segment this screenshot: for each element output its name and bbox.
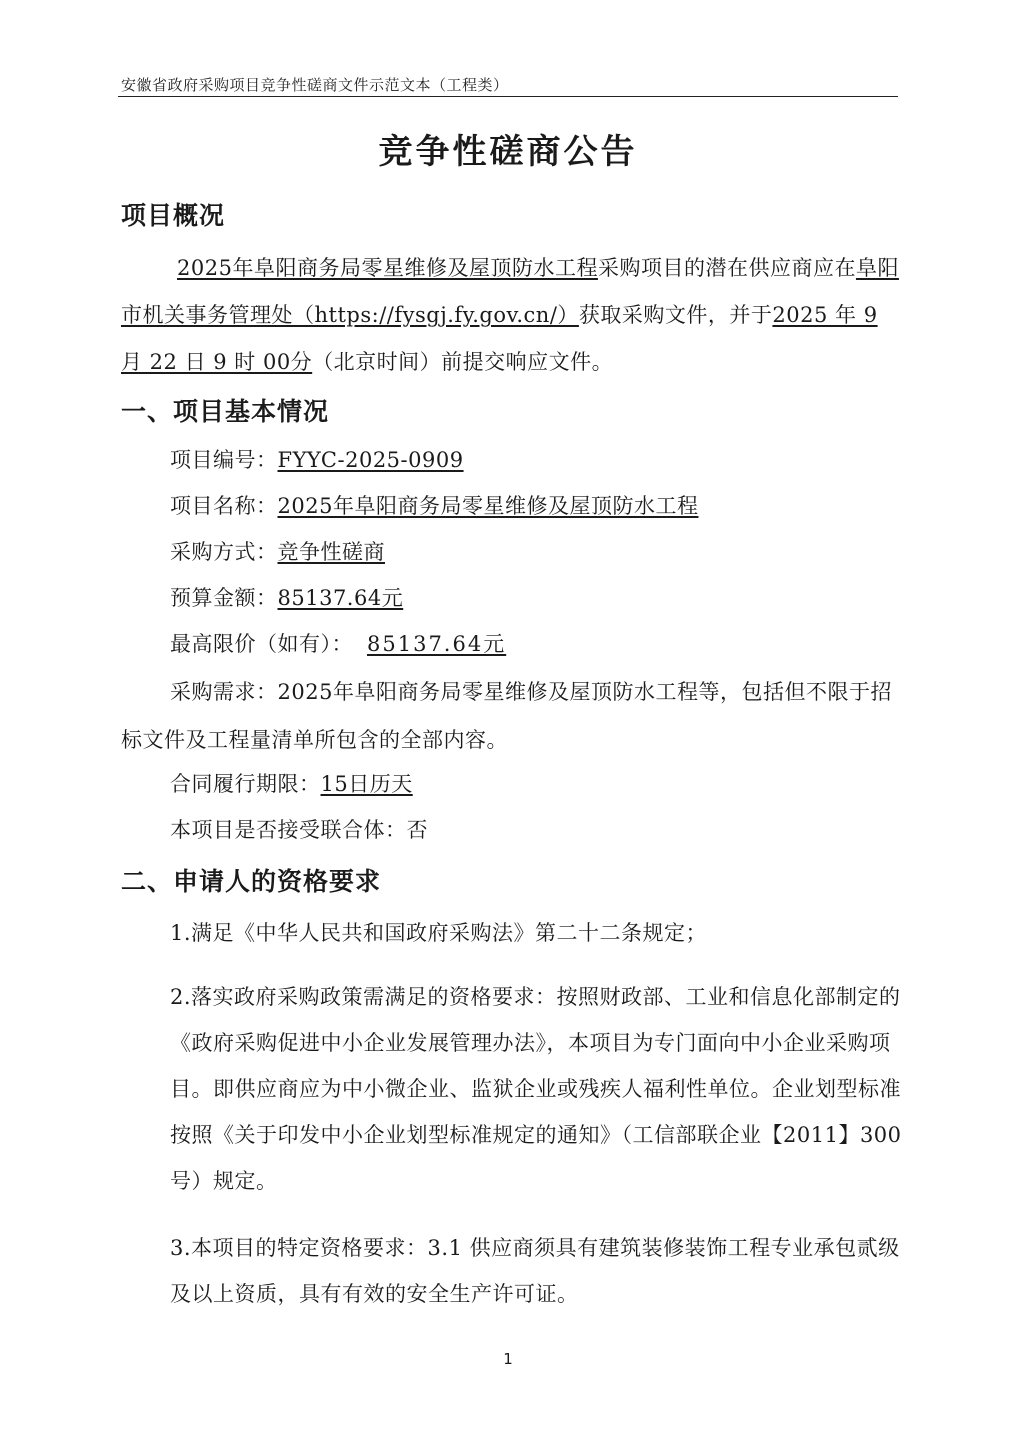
section2-heading: 二、申请人的资格要求 [121, 867, 382, 896]
duration-value: 15日历天 [320, 772, 413, 796]
max-price-row [170, 629, 506, 659]
header-rule [118, 96, 898, 97]
overview-heading: 项目概况 [121, 201, 226, 230]
consortium-row: 本项目是否接受联合体：否 [170, 818, 428, 842]
method-value: 竞争性磋商 [277, 540, 385, 564]
requirement-paragraph: 采购需求：2025年阜阳商务局零星维修及屋顶防水工程等，包括但不限于招标文件及工程量清单所包含的全部内容。 [121, 680, 892, 752]
duration-label: 合同履行期限： [170, 772, 321, 796]
project-name-label: 项目名称： [170, 494, 278, 518]
overview-text-2: 获取采购文件，并于 [578, 303, 773, 327]
overview-paragraph [121, 245, 903, 386]
project-no-label: 项目编号： [170, 448, 278, 472]
budget-label: 预算金额： [170, 586, 278, 610]
page-number: 1 [503, 1350, 513, 1368]
overview-project-name: 2025年阜阳商务局零星维修及屋顶防水工程 [177, 256, 598, 280]
max-price-value: 85137.64元 [367, 632, 507, 656]
overview-text-3: （北京时间）前提交响应文件。 [312, 350, 614, 374]
method-label: 采购方式： [170, 540, 278, 564]
page-title: 竞争性磋商公告 [378, 132, 638, 172]
project-no-value: FYYC-2025-0909 [277, 448, 464, 472]
section1-heading: 一、项目基本情况 [121, 397, 330, 426]
overview-source-link[interactable]: 阜阳市机关事务管理处（https://fysgj.fy.gov.cn/） [121, 256, 899, 327]
project-no-row [170, 445, 464, 475]
method-row [170, 537, 385, 567]
overview-deadline: 2025 年 9 月 22 日 9 时 00分 [121, 303, 878, 374]
budget-value: 85137.64元 [277, 586, 404, 610]
max-price-label: 最高限价（如有）： [170, 632, 353, 656]
project-name-row [170, 491, 698, 521]
budget-row [170, 583, 403, 613]
qualification-item-2: 2.落实政府采购政策需满足的资格要求：按照财政部、工业和信息化部制定的《政府采购促进中小企业发展管理办法》，本项目为专门面向中小企业采购项目。即供应商应为中小微企业、监狱企业或残疾人福利性单位。企业划型标准按照《关于印发中小企业划型标准规定的通知》（工信部联企业【2011】300号）规定。 [170, 985, 902, 1193]
qualification-item-3: 3.本项目的特定资格要求：3.1 供应商须具有建筑装修装饰工程专业承包贰级及以上资质，具有有效的安全生产许可证。 [170, 1236, 900, 1306]
qualification-item-1: 1.满足《中华人民共和国政府采购法》第二十二条规定； [170, 921, 708, 945]
project-name-value: 2025年阜阳商务局零星维修及屋顶防水工程 [277, 494, 699, 518]
running-header: 安徽省政府采购项目竞争性磋商文件示范文本（工程类） [121, 76, 509, 94]
overview-text-1: 采购项目的潜在供应商应在 [597, 256, 856, 280]
duration-row [170, 769, 413, 799]
